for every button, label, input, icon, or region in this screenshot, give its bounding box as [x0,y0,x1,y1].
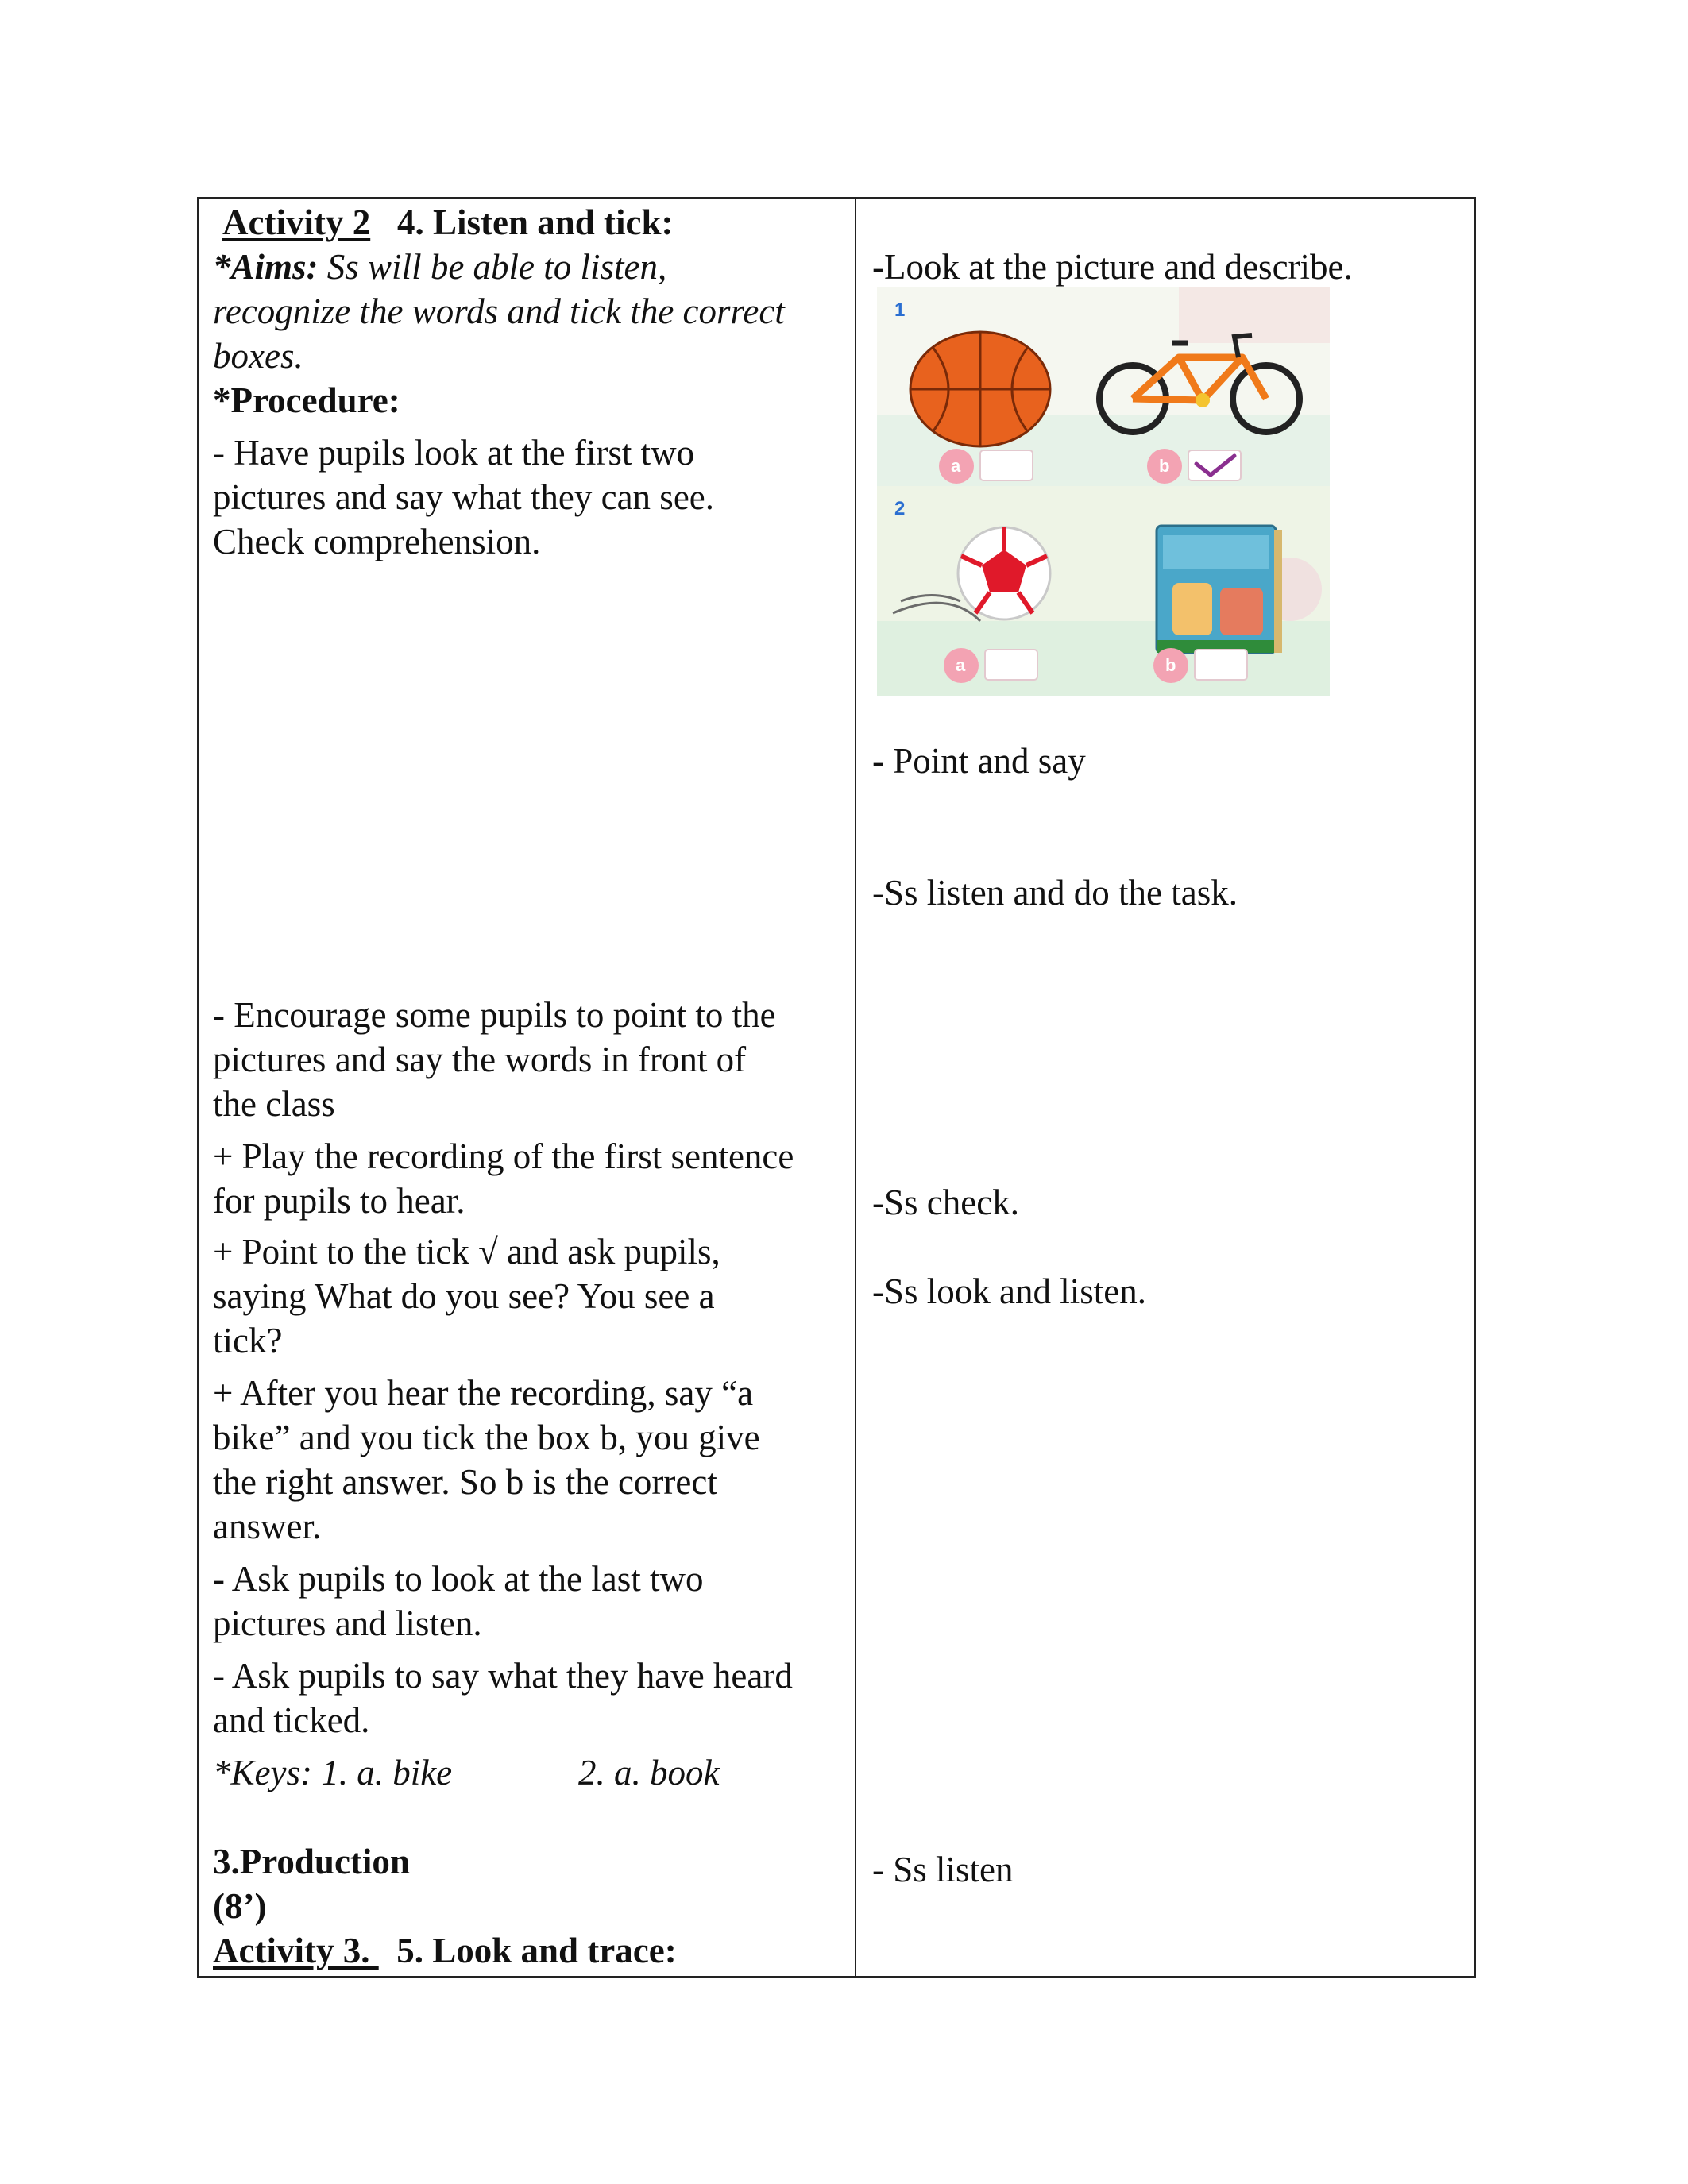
right-r5: -Ss look and listen. [872,1271,1146,1311]
activity2-title: 4. Listen and tick: [396,203,674,242]
svg-text:b: b [1159,456,1170,476]
aims-line-1: *Aims: Ss will be able to listen, [213,247,667,287]
activity2-label: Activity 2 [222,203,371,242]
option-2b [1153,648,1247,683]
svg-text:b: b [1165,655,1176,675]
p7-line1: - Ask pupils to say what they have heard [213,1656,793,1696]
aims-line-2: recognize the words and tick the correct [213,291,785,331]
p5-line4: answer. [213,1507,322,1546]
p5-line3: the right answer. So b is the correct [213,1462,717,1502]
right-r1: -Look at the picture and describe. [872,247,1353,287]
option-2a [944,648,1037,683]
number-1: 1 [894,299,906,321]
p2-line1: - Encourage some pupils to point to the [213,995,776,1035]
p3-line1: + Play the recording of the first sentence [213,1136,794,1176]
p1-line3: Check comprehension. [213,522,541,561]
p6-line1: - Ask pupils to look at the last two [213,1559,704,1599]
keys-1: *Keys: 1. a. bike [213,1753,453,1792]
number-2: 2 [894,498,906,519]
svg-text:a: a [951,456,961,476]
option-1b [1147,449,1241,484]
activity2-heading [222,200,674,245]
right-r3: -Ss listen and do the task. [872,873,1238,913]
svg-text:a: a [956,655,966,675]
listen-tick-picture [877,287,1330,696]
production-time: (8’) [213,1886,267,1926]
activity3-label: Activity 3. [213,1931,379,1970]
p2-line3: the class [213,1084,335,1124]
p1-line1: - Have pupils look at the first two [213,433,695,473]
book-icon [1157,526,1282,653]
p4-line2: saying What do you see? You see a [213,1276,715,1316]
p5-line2: bike” and you tick the box b, you give [213,1418,760,1457]
aims-line-3: boxes. [213,336,303,376]
right-r4: -Ss check. [872,1183,1019,1222]
activity3-title: 5. Look and trace: [396,1931,677,1970]
production-label: 3.Production [213,1842,410,1881]
p1-line2: pictures and say what they can see. [213,477,715,517]
basketball-icon [910,332,1050,446]
right-r2: - Point and say [872,741,1086,781]
p7-line2: and ticked. [213,1700,370,1740]
picture-illustration [877,287,1330,696]
keys-2: 2. a. book [578,1753,720,1792]
p6-line2: pictures and listen. [213,1603,482,1643]
p4-line1: + Point to the tick √ and ask pupils, [213,1232,720,1271]
right-r6: - Ss listen [872,1850,1014,1889]
option-1a [939,449,1033,484]
column-divider [855,199,856,1976]
procedure-label: *Procedure: [213,380,400,420]
p2-line2: pictures and say the words in front of [213,1040,747,1079]
aims-label: *Aims: [213,247,319,287]
activity3-heading [213,1928,677,1973]
p4-line3: tick? [213,1321,283,1360]
p3-line2: for pupils to hear. [213,1181,465,1221]
p5-line1: + After you hear the recording, say “a [213,1373,754,1413]
